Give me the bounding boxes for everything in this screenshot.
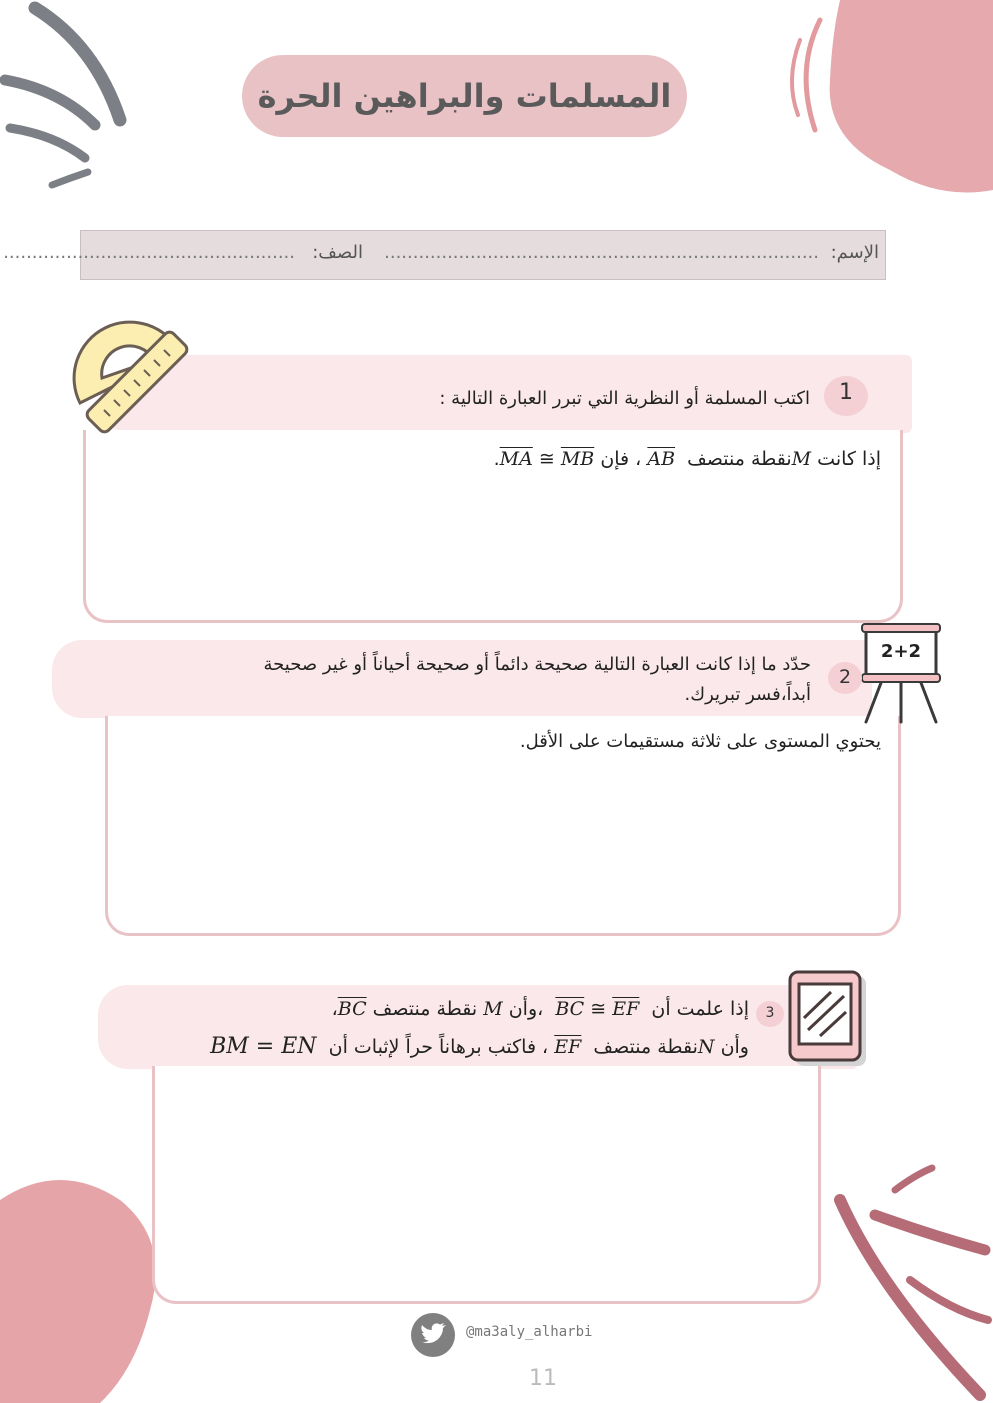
- question-1-prompt: اكتب المسلمة أو النظرية التي تبرر العبارة التالية :: [439, 388, 810, 409]
- q1-trail: .: [493, 448, 500, 470]
- decor-top-right-blob: [770, 0, 993, 200]
- page-number: 11: [529, 1366, 557, 1391]
- q3-and2: وأن: [720, 1036, 749, 1058]
- q3-point-m: M: [483, 998, 503, 1020]
- question-1-statement: [494, 448, 881, 470]
- q1-then: ، فإن: [600, 448, 642, 470]
- q3-seg-ef2: EF: [554, 1036, 582, 1058]
- q1-prefix: إذا كانت: [817, 448, 881, 470]
- question-2-prompt-line2: أبداً،فسر تبريرك.: [684, 684, 811, 705]
- twitter-bird-icon[interactable]: [410, 1312, 456, 1358]
- q3-and: ،وأن: [508, 998, 544, 1020]
- q3-mid: نقطة منتصف: [372, 998, 478, 1020]
- q3-point-n: N: [697, 1036, 715, 1058]
- question-3-answer-box[interactable]: [152, 1066, 821, 1304]
- page-title: المسلمات والبراهين الحرة: [257, 77, 672, 115]
- q1-congruent-symbol: ≅: [538, 448, 555, 470]
- question-2-statement: يحتوي المستوى على ثلاثة مستقيمات على الأقل.: [519, 731, 881, 752]
- easel-text: 2+2: [880, 641, 922, 662]
- q3-congruence: [555, 998, 639, 1020]
- q1-congruence: [500, 448, 595, 470]
- protractor-icon: [62, 308, 202, 443]
- q3-seg-ef: $\overline{EF}$: [612, 998, 640, 1020]
- question-1-number: 1: [839, 380, 853, 405]
- name-field-dots[interactable]: ............................................................................: [384, 242, 819, 263]
- q3-equation: BM = EN: [210, 1034, 317, 1059]
- q3-mid2: نقطة منتصف: [593, 1036, 698, 1058]
- easel-icon: [856, 620, 946, 725]
- q1-seg-ab: AB: [647, 448, 676, 470]
- twitter-handle[interactable]: @ma3aly_alharbi: [466, 1324, 593, 1340]
- q3-rest: ، فاكتب برهاناً حراً لإثبات أن: [328, 1036, 549, 1058]
- question-3-line1: [332, 998, 749, 1020]
- q3-congruent-symbol: ≅: [590, 998, 607, 1020]
- q3-prefix: إذا علمت أن: [651, 998, 749, 1020]
- tablet-icon: [786, 968, 872, 1068]
- q3-seg-bc2: BC: [337, 998, 367, 1020]
- question-2-band: [52, 640, 872, 718]
- class-label: الصف:: [312, 242, 363, 263]
- page-title-banner: [242, 55, 687, 137]
- question-3-number: 3: [765, 1005, 775, 1021]
- q3-seg-bc: $\overline{BC}$: [555, 998, 585, 1020]
- class-field-dots[interactable]: ...................................................: [3, 242, 295, 263]
- decor-top-left-strokes: [0, 0, 140, 200]
- q1-mid: نقطة منتصف: [687, 448, 792, 470]
- q1-seg-ma: $\overline{MA}$: [499, 448, 533, 470]
- decor-bottom-right-strokes: [820, 1160, 993, 1403]
- name-label: الإسم:: [830, 242, 879, 263]
- q1-seg-mb: $\overline{MB}$: [560, 448, 595, 470]
- question-3-line2: [210, 1034, 749, 1059]
- student-info-bar: [3, 230, 886, 280]
- question-2-number: 2: [838, 666, 852, 688]
- q3-line1-end: ،: [331, 998, 338, 1020]
- q1-point-m: M: [791, 448, 812, 470]
- question-2-prompt-line1: حدّد ما إذا كانت العبارة التالية صحيحة دائماً أو صحيحة أحياناً أو غير صحيحة: [263, 654, 811, 675]
